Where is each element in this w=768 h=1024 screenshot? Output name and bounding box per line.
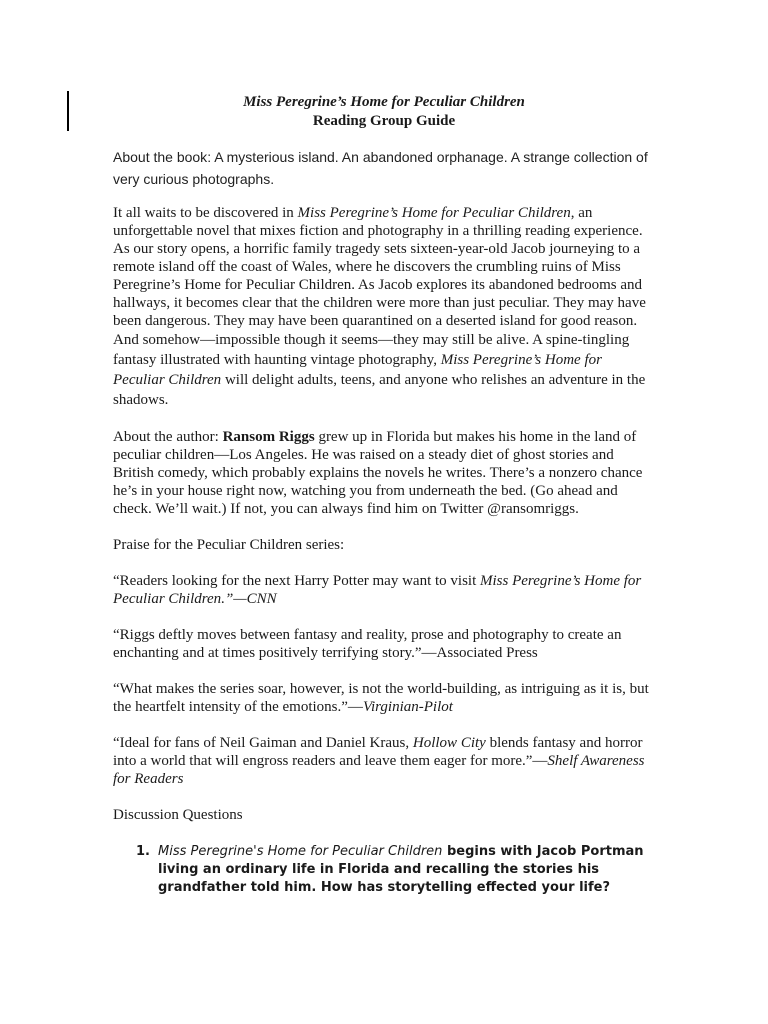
spacer bbox=[113, 410, 653, 428]
spacer bbox=[113, 518, 653, 536]
story-book-title: Miss Peregrine’s Home for Peculiar Children bbox=[297, 205, 571, 221]
quote-book-title: Miss Peregrine’s Home for Peculiar Children bbox=[113, 573, 642, 607]
spacer bbox=[113, 608, 653, 626]
spacer bbox=[113, 662, 653, 680]
question-book-title: Miss Peregrine's Home for Peculiar Children bbox=[158, 844, 443, 859]
discussion-heading: Discussion Questions bbox=[113, 807, 243, 823]
quote-text: “Readers looking for the next Harry Potter may want to visit bbox=[113, 573, 480, 589]
story-text: It all waits to be discovered in bbox=[113, 205, 298, 221]
author-name: Ransom Riggs bbox=[222, 429, 315, 445]
praise-quote-4 bbox=[113, 734, 653, 788]
question-text: begins with Jacob Portman living an ordinary life in Florida and recalling the stories his grandfather told him. How has storytelling effected your life? bbox=[158, 844, 644, 895]
praise-quote-3 bbox=[113, 680, 653, 716]
about-book-text: : A mysterious island. An abandoned orphanage. A strange collection of very curious photographs. bbox=[113, 149, 648, 187]
story-paragraph bbox=[113, 204, 653, 410]
spacer bbox=[113, 554, 653, 572]
about-book-paragraph bbox=[113, 146, 653, 190]
story-text: will delight adults, teens, and anyone who relishes an adventure in the shadows. bbox=[113, 372, 646, 408]
quote-source: CNN bbox=[246, 591, 277, 607]
spacer bbox=[113, 716, 653, 734]
praise-heading: Praise for the Peculiar Children series: bbox=[113, 537, 345, 553]
author-text: grew up in Florida but makes his home in the land of peculiar children—Los Angeles. He was raised on a steady diet of ghost stories and British comedy, which probably explains the novels he writes. There’s a nonzero chance he’s in your house right now, watching you from underneath the bed. (Go ahead and check. We’ll wait.) If not, you can always find him on Twitter @ransomriggs. bbox=[113, 429, 643, 517]
spacer bbox=[113, 788, 653, 806]
quote-text: “What makes the series soar, however, is not the world-building, as intriguing as it is, but the heartfelt intensity of the emotions.”— bbox=[113, 681, 649, 715]
author-label: About the author: bbox=[113, 429, 223, 445]
story-paragraph-1 bbox=[113, 204, 653, 330]
quote-book-title: Hollow City bbox=[412, 735, 486, 751]
quote-text: blends fantasy and horror into a world that will engross readers and leave them eager for more.”— bbox=[113, 735, 643, 769]
quote-source: Shelf Awareness for Readers bbox=[113, 753, 645, 787]
praise-quote-2: “Riggs deftly moves between fantasy and reality, prose and photography to create an enchanting and at times positively terrifying story.”—Associated Press bbox=[113, 627, 622, 661]
book-title: Miss Peregrine’s Home for Peculiar Children bbox=[243, 94, 525, 110]
quote-source: Virginian-Pilot bbox=[362, 699, 453, 715]
story-text: And somehow—impossible though it seems—they may still be alive. A spine-tingling fantasy illustrated with haunting vintage photography, bbox=[113, 332, 630, 368]
about-book-label: About the book bbox=[113, 149, 208, 165]
document-title bbox=[0, 93, 768, 131]
document-body bbox=[113, 146, 653, 824]
story-book-title: Miss Peregrine’s Home for Peculiar Children bbox=[113, 352, 602, 388]
question-1 bbox=[158, 843, 656, 897]
question-number: 1. bbox=[136, 844, 150, 859]
author-paragraph bbox=[113, 428, 653, 518]
story-paragraph-2 bbox=[113, 330, 653, 410]
quote-text: “Ideal for fans of Neil Gaiman and Daniel Kraus, bbox=[113, 735, 413, 751]
story-text: , an unforgettable novel that mixes fiction and photography in a thrilling reading experience. As our story opens, a horrific family tragedy sets sixteen-year-old Jacob journeying to a remote island off the coast of Wales, where he discovers the crumbling ruins of Miss Peregrine’s Home for Peculiar Children. As Jacob explores its abandoned bedrooms and hallways, it becomes clear that the children were more than just peculiar. They may have been dangerous. They may have been quarantined on a deserted island for good reason. bbox=[113, 205, 646, 329]
discussion-question-list bbox=[136, 843, 656, 897]
quote-text: .”— bbox=[221, 591, 247, 607]
guide-subtitle: Reading Group Guide bbox=[312, 113, 456, 129]
praise-quote-1 bbox=[113, 572, 653, 608]
